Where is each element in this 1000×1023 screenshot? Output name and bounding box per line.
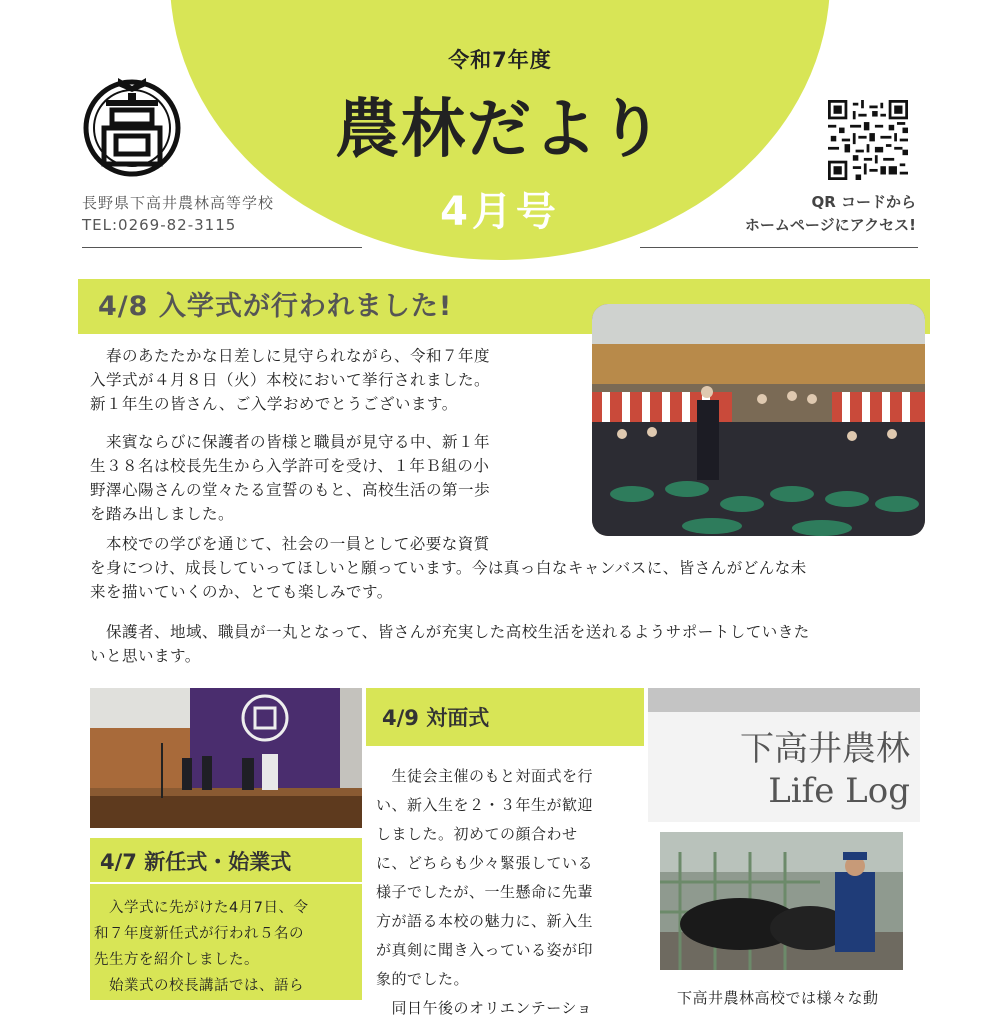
main-paragraph-2 [90, 430, 490, 526]
text-line: しました。初めての顔合わせ [376, 825, 578, 843]
entrance-ceremony-photo [592, 304, 925, 536]
cattle-barn-photo [660, 832, 903, 970]
col2-title: 4/9 対面式 [382, 706, 490, 730]
qr-caption [676, 191, 916, 237]
lifelog-title [652, 728, 910, 812]
opening-ceremony-photo [90, 688, 362, 828]
text-line: 入学式が４月８日（火）本校において挙行されました。 [90, 371, 491, 389]
header-rule-right [640, 247, 918, 248]
school-seal-logo [82, 70, 182, 180]
text-line: 本校での学びを通じて、社会の一員として必要な資質 [90, 535, 490, 553]
qr-caption-line2: ホームページにアクセス! [744, 216, 916, 234]
school-info [82, 192, 274, 236]
text-line: 様子でしたが、一生懸命に先輩 [376, 883, 594, 901]
main-paragraph-3 [90, 532, 940, 604]
header-rule-left [82, 247, 362, 248]
text-line: 来を描いていくのか、とても楽しみです。 [90, 583, 393, 601]
text-line: 同日午後のオリエンテーショ [376, 999, 593, 1017]
text-line: いと思います。 [90, 647, 201, 665]
col2-paragraph [376, 762, 593, 1023]
col1-title: 4/7 新任式・始業式 [100, 850, 292, 874]
text-line: 象的でした。 [376, 970, 470, 988]
main-headline: 4/8 入学式が行われました! [98, 291, 453, 322]
issue-label: 4月号 [440, 189, 560, 235]
text-line: が真剣に聞き入っている姿が印 [376, 941, 594, 959]
text-line: 和７年度新任式が行われ５名の [94, 926, 304, 942]
qr-caption-line1: QR コードから [811, 193, 916, 211]
text-line: い、新入生を２・３年生が歓迎 [376, 796, 594, 814]
school-tel: TEL:0269-82-3115 [82, 216, 237, 234]
text-line: 生３８名は校長先生から入学許可を受け、１年Ｂ組の小 [90, 457, 490, 475]
text-line: を身につけ、成長していってほしいと願っています。今は真っ白なキャンバスに、皆さんがどんな未 [90, 559, 807, 577]
main-paragraph-1 [90, 344, 490, 416]
lifelog-title-line2: Life Log [768, 771, 910, 811]
text-line: 野澤心陽さんの堂々たる宣誓のもと、高校生活の第一歩 [90, 481, 491, 499]
text-line: 始業式の校長講話では、語ら [94, 978, 304, 994]
text-line: 生徒会主催のもと対面式を行 [376, 767, 594, 785]
text-line: 新１年生の皆さん、ご入学おめでとうございます。 [90, 395, 458, 413]
text-line: を踏み出しました。 [90, 505, 235, 523]
main-paragraph-4 [90, 620, 940, 668]
text-line: に、どちらも少々緊張している [376, 854, 594, 872]
school-name: 長野県下高井農林高等学校 [82, 194, 275, 212]
text-line: 方が語る本校の魅力に、新入生 [376, 912, 594, 930]
newsletter-title: 農林だより [335, 93, 665, 167]
lifelog-title-line1: 下高井農林 [740, 729, 910, 769]
text-line: 入学式に先がけた4月7日、令 [94, 900, 309, 916]
text-line: 春のあたたかな日差しに見守られながら、令和７年度 [90, 347, 491, 365]
fiscal-year: 令和7年度 [448, 48, 552, 72]
text-line: 先生方を紹介しました。 [94, 952, 259, 968]
text-line: 来賓ならびに保護者の皆様と職員が見守る中、新１年 [90, 433, 491, 451]
text-line: 保護者、地域、職員が一丸となって、皆さんが充実した高校生活を送れるようサポートしていきた [90, 623, 810, 641]
col1-paragraph [94, 895, 308, 999]
lifelog-caption: 下高井農林高校では様々な動 [677, 989, 879, 1007]
qr-code[interactable] [828, 100, 908, 180]
lifelog-top-bar [648, 688, 920, 712]
